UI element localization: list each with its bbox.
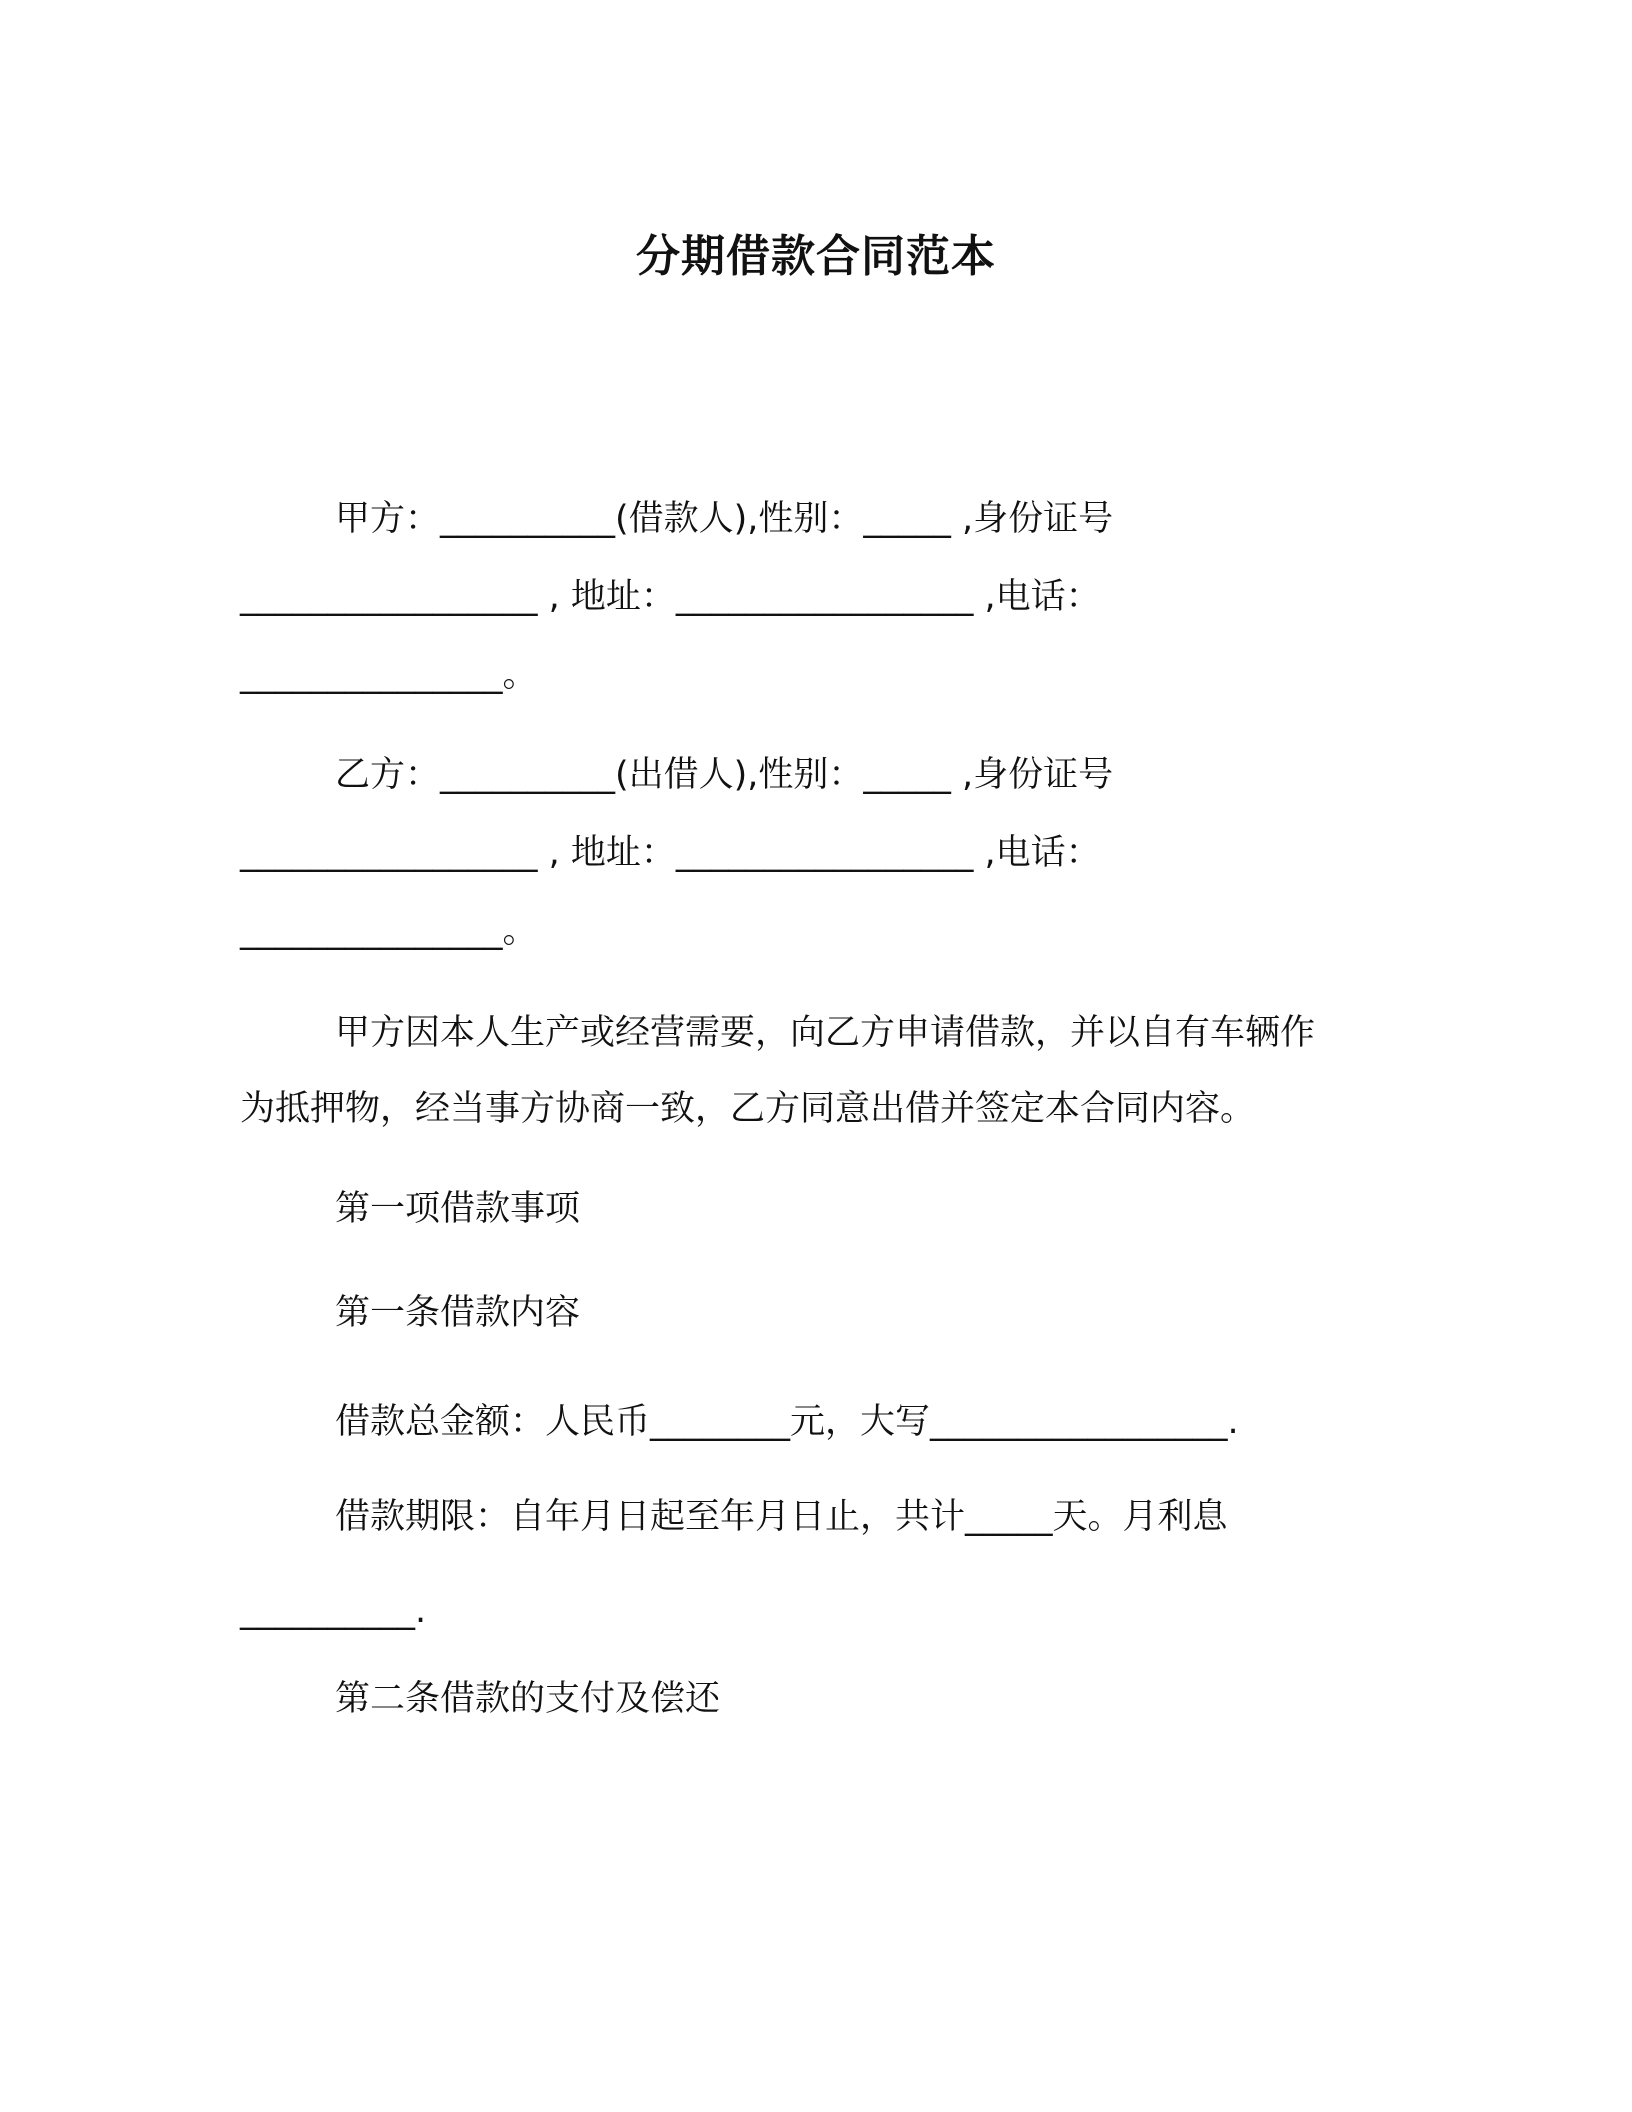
party-b-line-2: _________________ , 地址：_________________ ,电话：	[240, 833, 1101, 873]
preamble-line-2: 为抵押物，经当事方协商一致，乙方同意出借并签定本合同内容。	[240, 1089, 1256, 1129]
party-a-line-1: 甲方：__________(借款人),性别：_____ ,身份证号	[335, 499, 1114, 539]
party-b-line-1: 乙方：__________(出借人),性别：_____ ,身份证号	[335, 755, 1114, 795]
loan-term-line-1: 借款期限：自年月日起至年月日止，共计_____天。月利息	[335, 1497, 1228, 1537]
preamble-line-1: 甲方因本人生产或经营需要，向乙方申请借款，并以自有车辆作	[335, 1013, 1316, 1053]
article-heading-1: 第一条借款内容	[335, 1293, 581, 1333]
party-a-line-2: _________________ , 地址：_________________ ,电话：	[240, 577, 1101, 617]
article-heading-2: 第二条借款的支付及偿还	[335, 1679, 721, 1719]
loan-amount-line: 借款总金额：人民币________元，大写_________________.	[335, 1402, 1239, 1442]
loan-term-line-2: __________.	[240, 1591, 427, 1631]
party-b-line-3: _______________。	[240, 911, 538, 951]
document-title: 分期借款合同范本	[636, 231, 996, 282]
section-heading-1: 第一项借款事项	[335, 1189, 581, 1229]
party-a-line-3: _______________。	[240, 655, 538, 695]
